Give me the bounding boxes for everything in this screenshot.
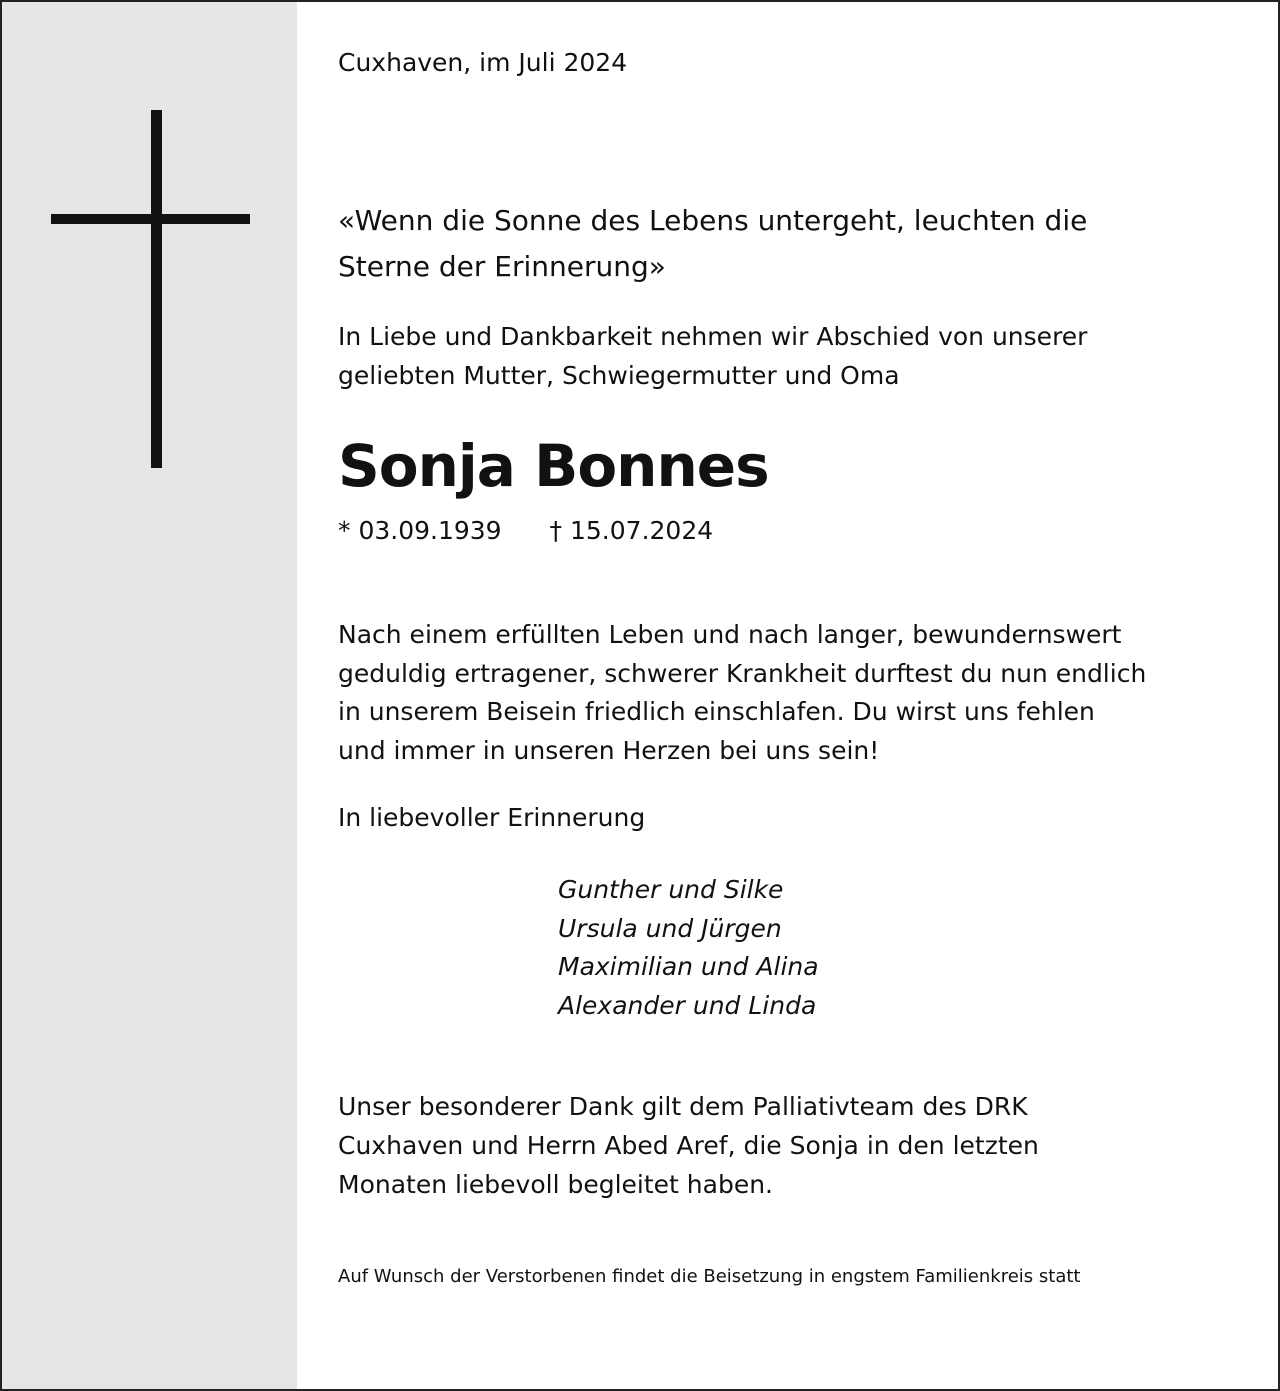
message-line: geduldig ertragener, schwerer Krankheit durftest du nun endlich	[338, 658, 1147, 688]
intro-line: In Liebe und Dankbarkeit nehmen wir Abschied von unserer	[338, 322, 1088, 351]
closing-line: In liebevoller Erinnerung	[338, 803, 646, 832]
cross-icon-bar	[51, 214, 250, 224]
family-list	[558, 871, 819, 1025]
message-line: in unserem Beisein friedlich einschlafen. Du wirst uns fehlen	[338, 697, 1095, 726]
intro-line: geliebten Mutter, Schwiegermutter und Oma	[338, 361, 900, 390]
message-line: und immer in unseren Herzen bei uns sein!	[338, 735, 880, 765]
thanks-line: Monaten liebevoll begleitet haben.	[338, 1170, 773, 1199]
quote	[338, 198, 1087, 290]
family-member: Gunther und Silke	[558, 875, 784, 904]
family-member: Ursula und Jürgen	[558, 913, 782, 943]
thanks-line: Unser besonderer Dank gilt dem Palliativteam des DRK	[338, 1092, 1028, 1121]
thanks-paragraph	[338, 1087, 1039, 1204]
deceased-name: Sonja Bonnes	[338, 432, 769, 500]
burial-note: Auf Wunsch der Verstorbenen findet die Beisetzung in engstem Familienkreis statt	[338, 1266, 1081, 1287]
life-dates	[338, 516, 713, 545]
place-date: Cuxhaven, im Juli 2024	[338, 48, 628, 77]
quote-line: «Wenn die Sonne des Lebens untergeht, leuchten die	[338, 204, 1088, 237]
thanks-line: Cuxhaven und Herrn Abed Aref, die Sonja in den letzten	[338, 1131, 1039, 1160]
quote-line: Sterne der Erinnerung»	[338, 250, 666, 283]
birth-date: * 03.09.1939	[338, 516, 502, 545]
intro-text	[338, 317, 1087, 395]
family-member: Alexander und Linda	[558, 990, 817, 1020]
death-date: † 15.07.2024	[549, 516, 714, 545]
message-line: Nach einem erfüllten Leben und nach langer, bewundernswert	[338, 620, 1122, 649]
message-paragraph	[338, 616, 1146, 770]
side-panel	[2, 2, 297, 1389]
family-member: Maximilian und Alina	[558, 952, 819, 981]
cross-icon	[151, 110, 162, 468]
